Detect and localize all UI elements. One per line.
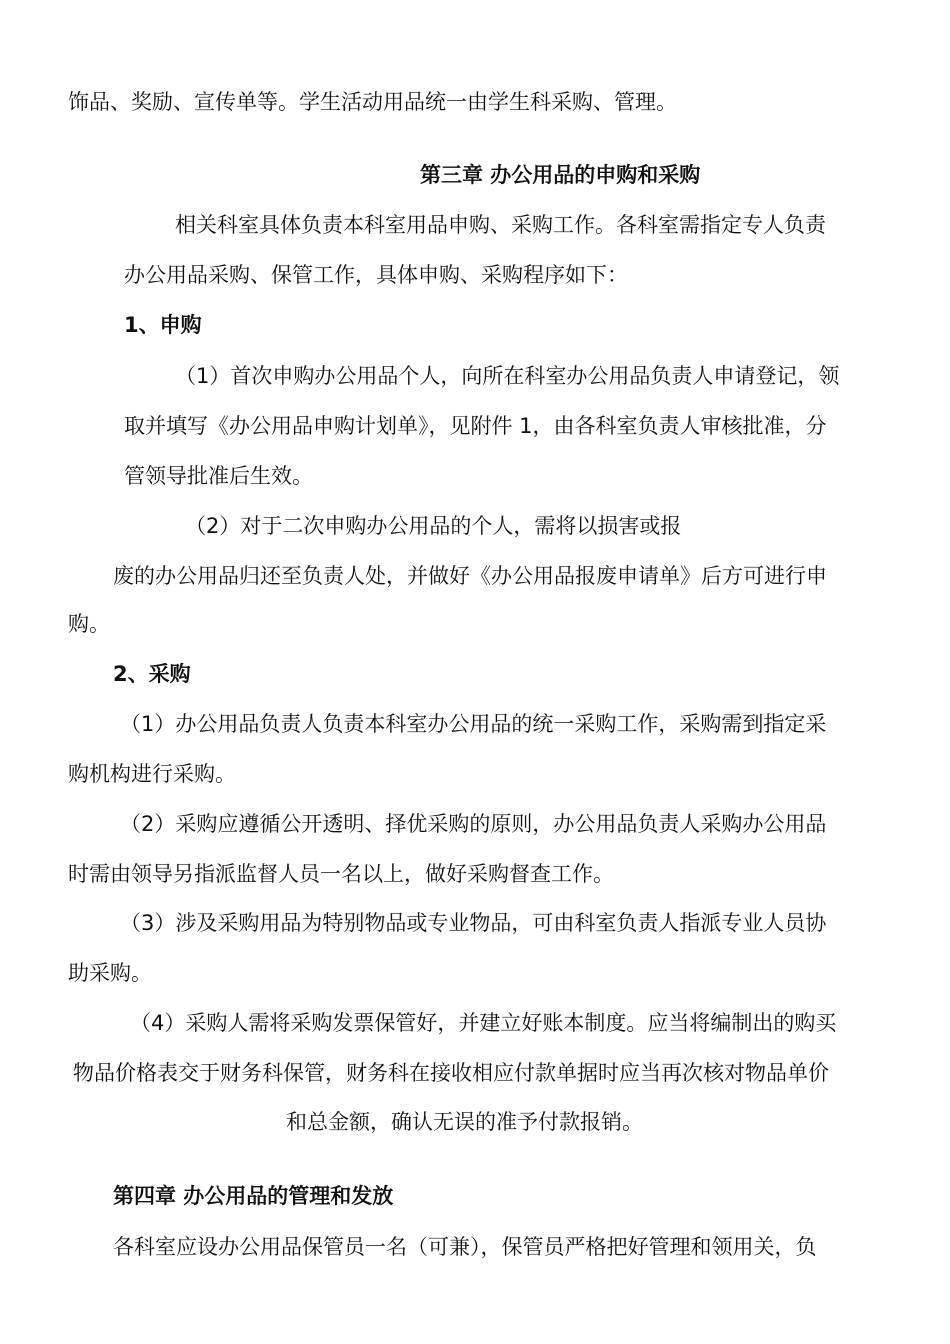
text-line: （1）办公用品负责人负责本科室办公用品的统一采购工作，采购需到指定采: [120, 712, 827, 736]
text-line: 和总金额，确认无误的准予付款报销。: [286, 1110, 643, 1134]
chapter-3-heading: 第三章 办公用品的申购和采购: [420, 163, 701, 187]
text-line: 取并填写《办公用品申购计划单》，见附件 1，由各科室负责人审核批准，分: [124, 414, 827, 438]
text-line: 废的办公用品归还至负责人处，并做好《办公用品报废申请单》后方可进行申: [113, 564, 827, 588]
chapter-4-heading: 第四章 办公用品的管理和发放: [113, 1184, 394, 1208]
text-line: 助采购。: [68, 961, 152, 985]
text-line: 各科室应设办公用品保管员一名（可兼），保管员严格把好管理和领用关，负: [113, 1235, 817, 1259]
text-line: 物品价格表交于财务科保管，财务科在接收相应付款单据时应当再次核对物品单价: [73, 1061, 829, 1085]
text-line: 办公用品采购、保管工作，具体申购、采购程序如下：: [124, 263, 628, 287]
text-line: （2）对于二次申购办公用品的个人，需将以损害或报: [185, 514, 682, 538]
text-line: （1）首次申购办公用品个人，向所在科室办公用品负责人申请登记，领: [175, 364, 840, 388]
text-line: 饰品、奖励、宣传单等。学生活动用品统一由学生科采购、管理。: [68, 90, 677, 114]
section-2-heading: 2、采购: [113, 662, 191, 686]
text-line: （4）采购人需将采购发票保管好，并建立好账本制度。应当将编制出的购买: [130, 1011, 837, 1035]
text-line: （3）涉及采购用品为特别物品或专业物品，可由科室负责人指派专业人员协: [120, 911, 827, 935]
text-line: 时需由领导另指派监督人员一名以上，做好采购督查工作。: [68, 862, 614, 886]
text-line: 购。: [68, 612, 110, 636]
section-1-heading: 1、申购: [124, 313, 202, 337]
text-line: 管领导批准后生效。: [124, 464, 313, 488]
text-line: （2）采购应遵循公开透明、择优采购的原则，办公用品负责人采购办公用品: [120, 812, 827, 836]
text-line: 购机构进行采购。: [68, 762, 236, 786]
text-line: 相关科室具体负责本科室用品申购、采购工作。各科室需指定专人负责: [175, 213, 826, 237]
